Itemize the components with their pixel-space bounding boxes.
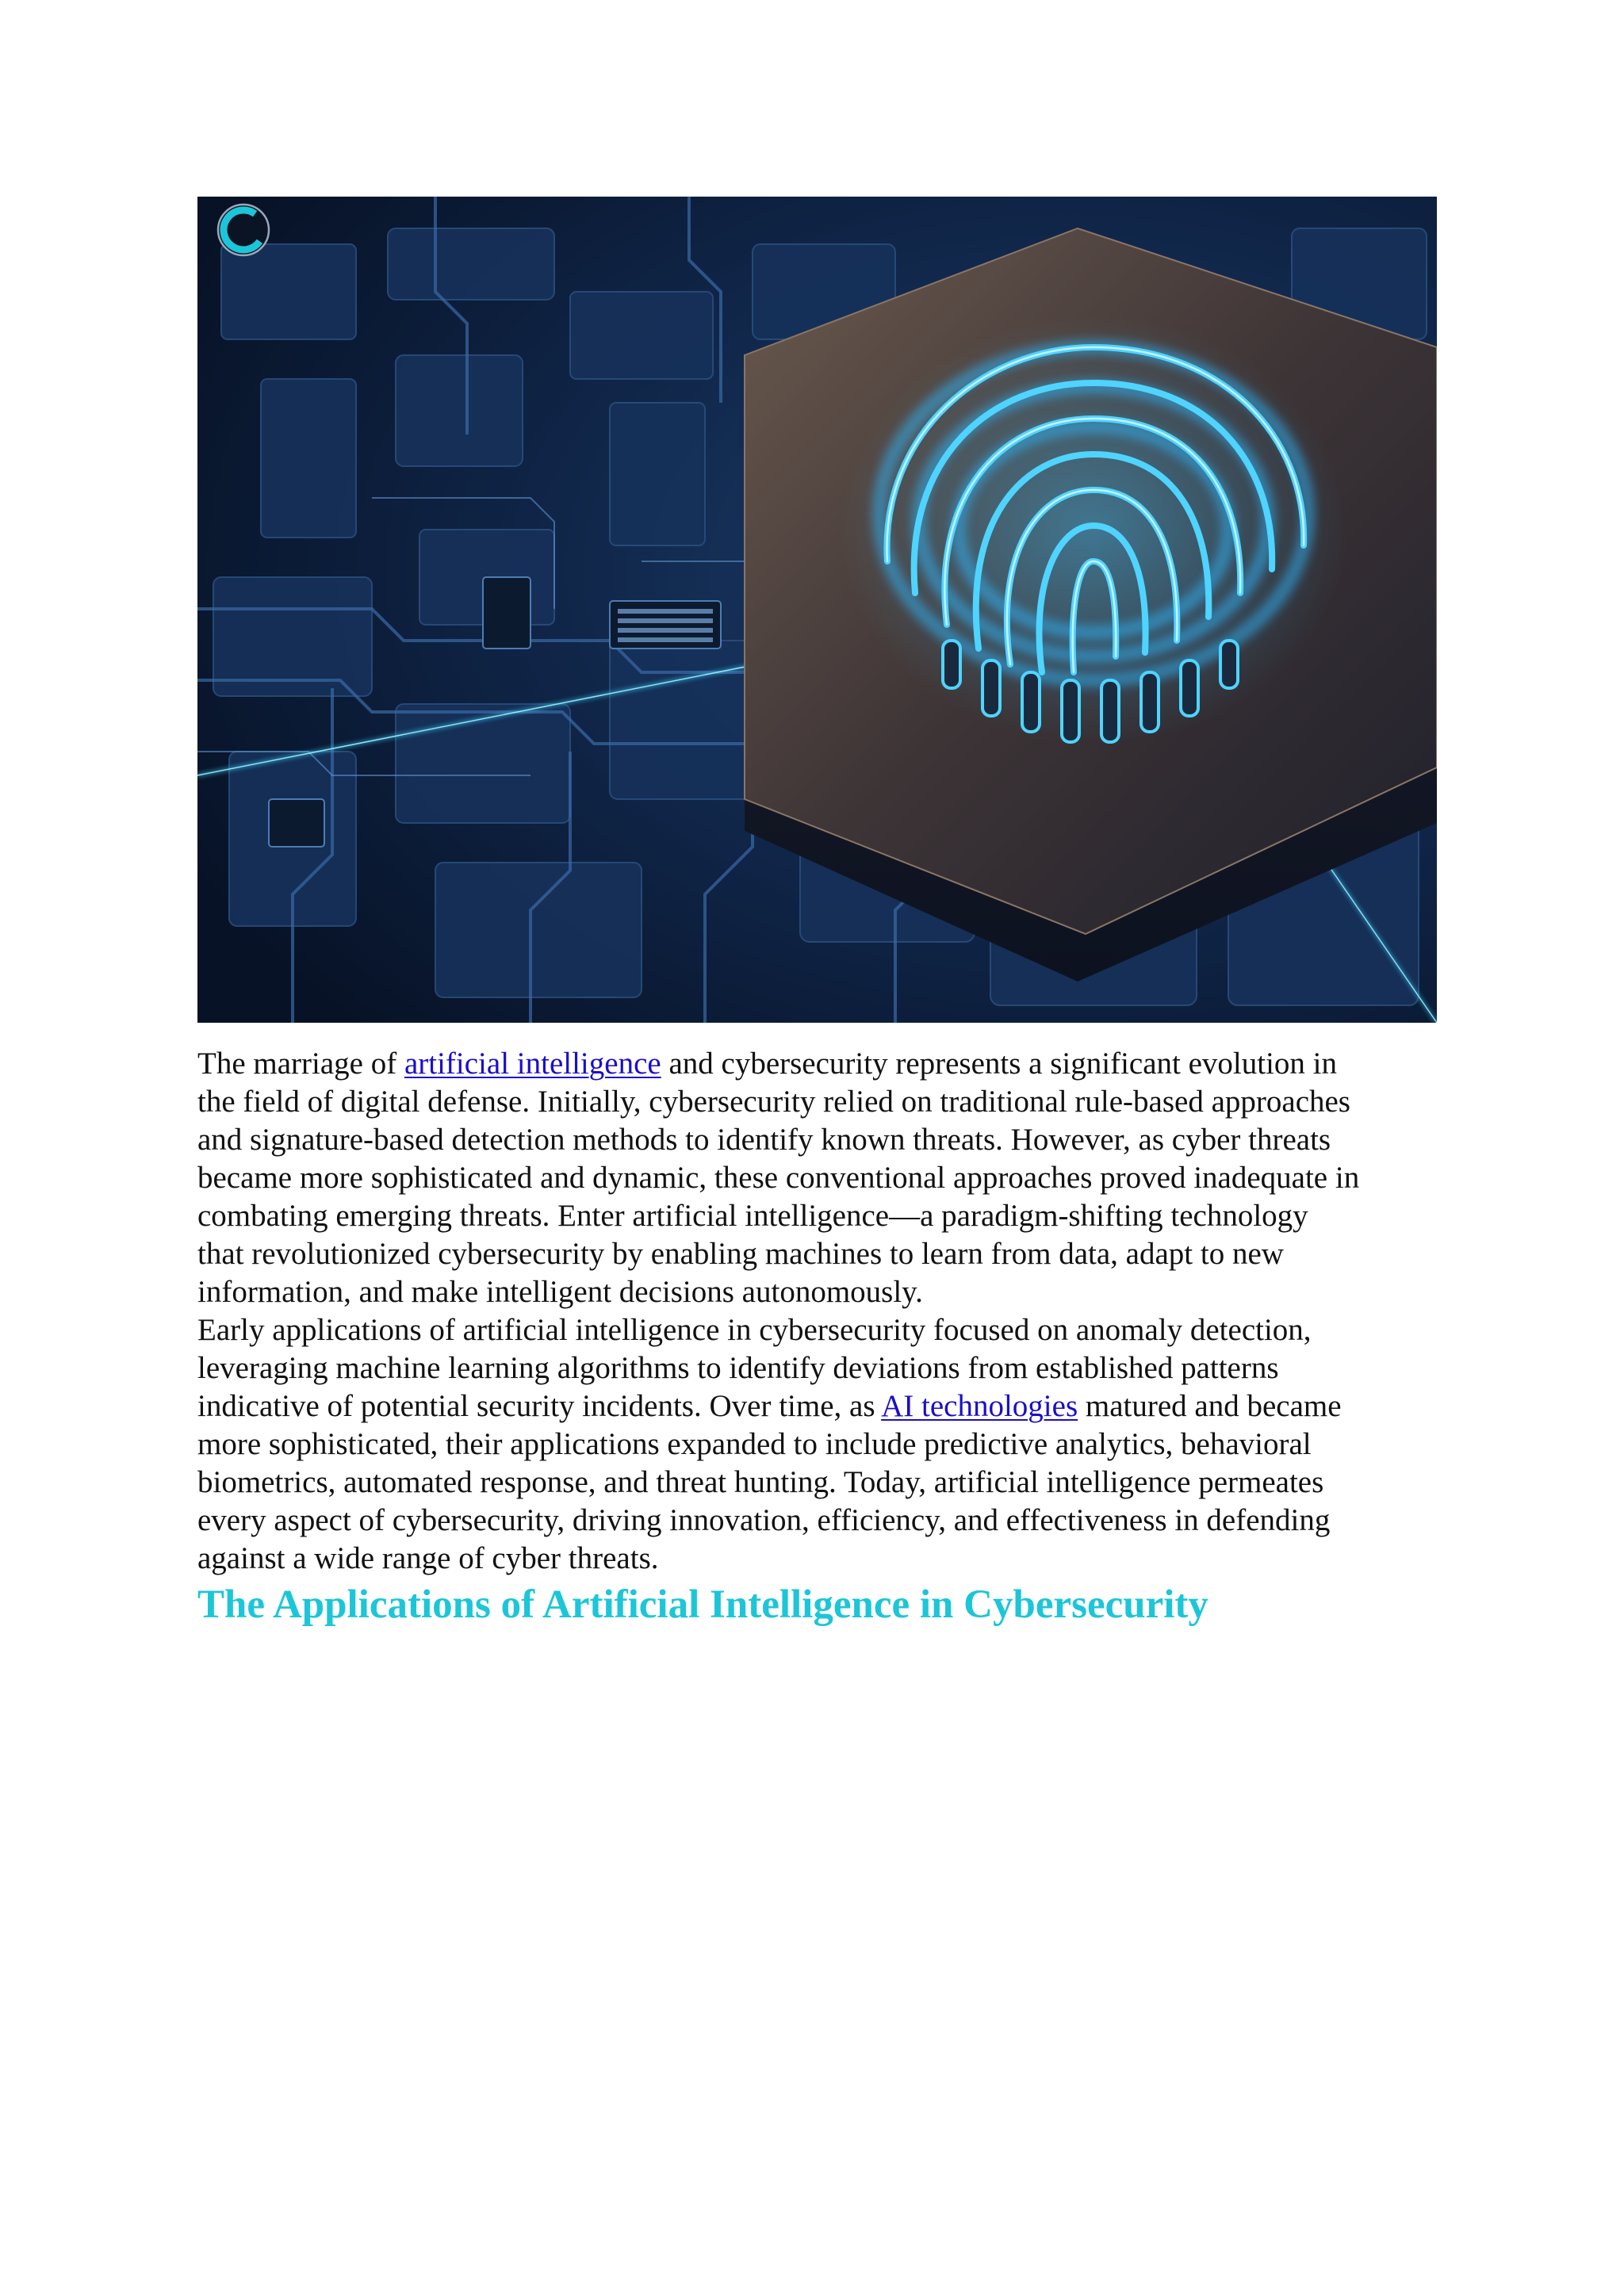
text-line: indicative of potential security incidents. Over time, as AI technologies matured and became <box>197 1389 1342 1423</box>
text-line: leveraging machine learning algorithms to identify deviations from established patterns <box>197 1351 1279 1385</box>
text-line: information, and make intelligent decisions autonomously. <box>197 1275 923 1309</box>
text-line: became more sophisticated and dynamic, these conventional approaches proved inadequate in <box>197 1161 1360 1195</box>
text-line: that revolutionized cybersecurity by enabling machines to learn from data, adapt to new <box>197 1237 1284 1271</box>
paragraph-history <box>197 1045 1450 1311</box>
text-line: Early applications of artificial intelligence in cybersecurity focused on anomaly detection, <box>197 1313 1312 1347</box>
text-line: the field of digital defense. Initially, cybersecurity relied on traditional rule-based approaches <box>197 1085 1350 1119</box>
section-heading: The Applications of Artificial Intelligence in Cybersecurity <box>197 1582 1208 1627</box>
text-line: and signature-based detection methods to identify known threats. However, as cyber threats <box>197 1123 1331 1157</box>
paragraph-early-applications <box>197 1311 1450 1578</box>
text-line: more sophisticated, their applications expanded to include predictive analytics, behavioral <box>197 1427 1312 1461</box>
link-ai-technologies[interactable]: AI technologies <box>881 1389 1078 1423</box>
text-line: combating emerging threats. Enter artificial intelligence—a paradigm-shifting technology <box>197 1199 1308 1233</box>
fingerprint-chip-image <box>197 197 1437 1023</box>
text-line: The marriage of artificial intelligence and cybersecurity represents a significant evolution in <box>197 1047 1338 1081</box>
text-line: against a wide range of cyber threats. <box>197 1541 659 1575</box>
article-body <box>197 1045 1450 1630</box>
text-line: every aspect of cybersecurity, driving innovation, efficiency, and effectiveness in defending <box>197 1503 1331 1537</box>
link-artificial-intelligence[interactable]: artificial intelligence <box>404 1047 661 1081</box>
text-line: biometrics, automated response, and threat hunting. Today, artificial intelligence permeates <box>197 1465 1324 1499</box>
